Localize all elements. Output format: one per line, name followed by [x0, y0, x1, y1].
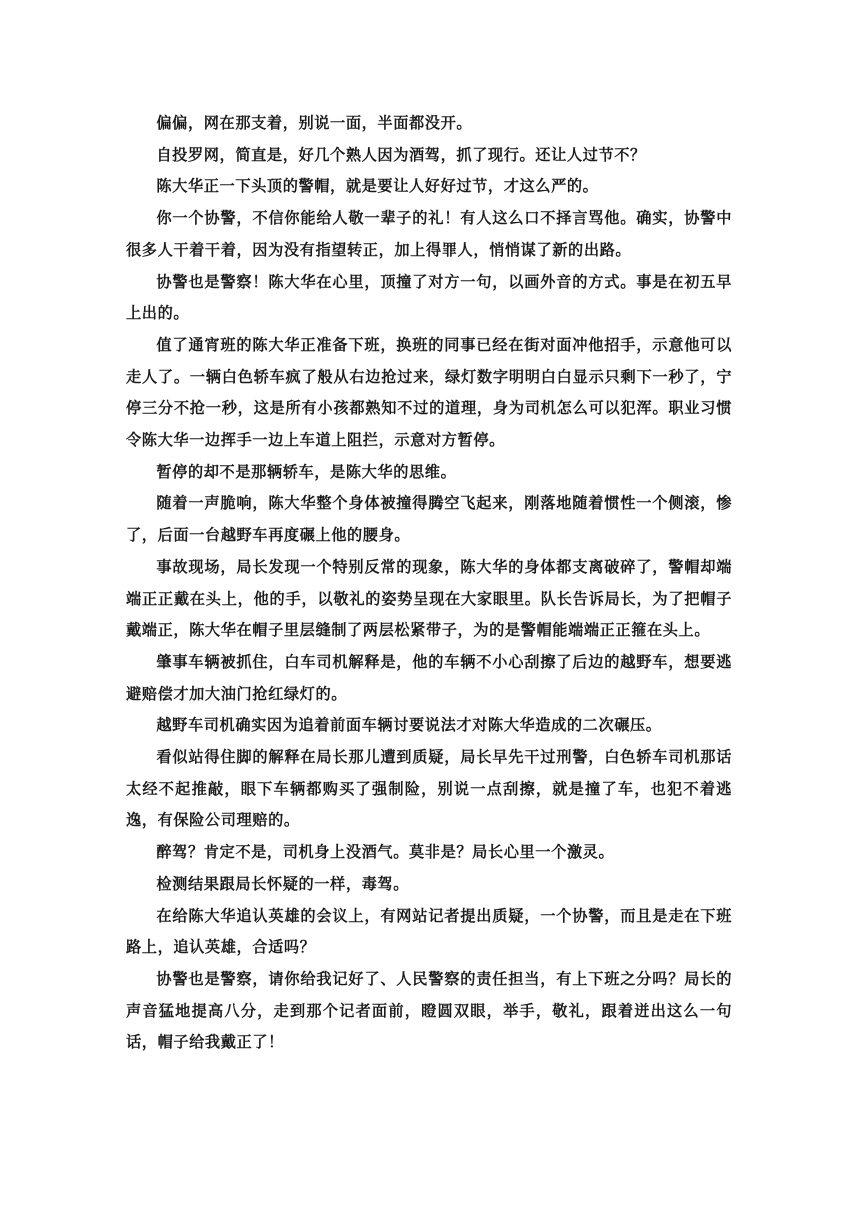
- paragraph: 你一个协警，不信你能给人敬一辈子的礼！有人这么口不择言骂他。确实，协警中很多人干着干着，因为没有指望转正，加上得罪人，悄悄谋了新的出路。: [126, 209, 732, 259]
- paragraph: 自投罗网，简直是，好几个熟人因为酒驾，抓了现行。还让人过节不？: [156, 145, 646, 164]
- paragraph: 值了通宵班的陈大华正准备下班，换班的同事已经在街对面冲他招手，示意他可以走人了。一辆白色轿车疯了般从右边抢过来，绿灯数字明明白白显示只剩下一秒了，宁停三分不抢一秒，这是所有小孩都熟知不过的道理，身为司机怎么可以犯浑。职业习惯令陈大华一边挥手一边上车道上阻拦，示意对方暂停。: [126, 335, 732, 450]
- paragraph: 偏偏，网在那支着，别说一面，半面都没开。: [156, 114, 473, 132]
- paragraph: 协警也是警察，请你给我记好了、人民警察的责任担当，有上下班之分吗？局长的声音猛地提高八分，走到那个记者面前，瞪圆双眼，举手，敬礼，跟着迸出这么一句话，帽子给我戴正了！: [126, 969, 732, 1052]
- paragraph: 肇事车辆被抓住，白车司机解释是，他的车辆不小心刮擦了后边的越野车，想要逃避赔偿才加大油门抢红绿灯的。: [126, 652, 732, 703]
- story-body: [126, 108, 732, 1059]
- paragraph: 在给陈大华追认英雄的会议上，有网站记者提出质疑，一个协警，而且是走在下班路上，追认英雄，合适吗？: [126, 906, 732, 957]
- paragraph: 越野车司机确实因为追着前面车辆讨要说法才对陈大华造成的二次碾压。: [156, 716, 662, 735]
- paragraph: 协警也是警察！陈大华在心里，顶撞了对方一句，以画外音的方式。事是在初五早上出的。: [126, 272, 732, 323]
- paragraph: 醉驾？肯定不是，司机身上没酒气。莫非是？局长心里一个激灵。: [156, 843, 615, 862]
- paragraph: 看似站得住脚的解释在局长那儿遭到质疑，局长早先干过刑警，白色轿车司机那话太经不起推敲，眼下车辆都购买了强制险，别说一点刮擦，就是撞了车，也犯不着逃逸，有保险公司理赔的。: [126, 748, 732, 830]
- paragraph: 事故现场，局长发现一个特别反常的现象，陈大华的身体都支离破碎了，警帽却端端正正戴在头上，他的手，以敬礼的姿势呈现在大家眼里。队长告诉局长，为了把帽子戴端正，陈大华在帽子里层缝制了两层松紧带子，为的是警帽能端端正正箍在头上。: [126, 557, 732, 640]
- paragraph: 暂停的却不是那辆轿车，是陈大华的思维。: [156, 462, 457, 481]
- paragraph: 陈大华正一下头顶的警帽，就是要让人好好过节，才这么严的。: [156, 177, 599, 196]
- paragraph: 随着一声脆响，陈大华整个身体被撞得腾空飞起来，刚落地随着惯性一个侧滚，惨了，后面一台越野车再度碾上他的腰身。: [126, 494, 732, 545]
- paragraph: 检测结果跟局长怀疑的一样，毒驾。: [156, 874, 409, 893]
